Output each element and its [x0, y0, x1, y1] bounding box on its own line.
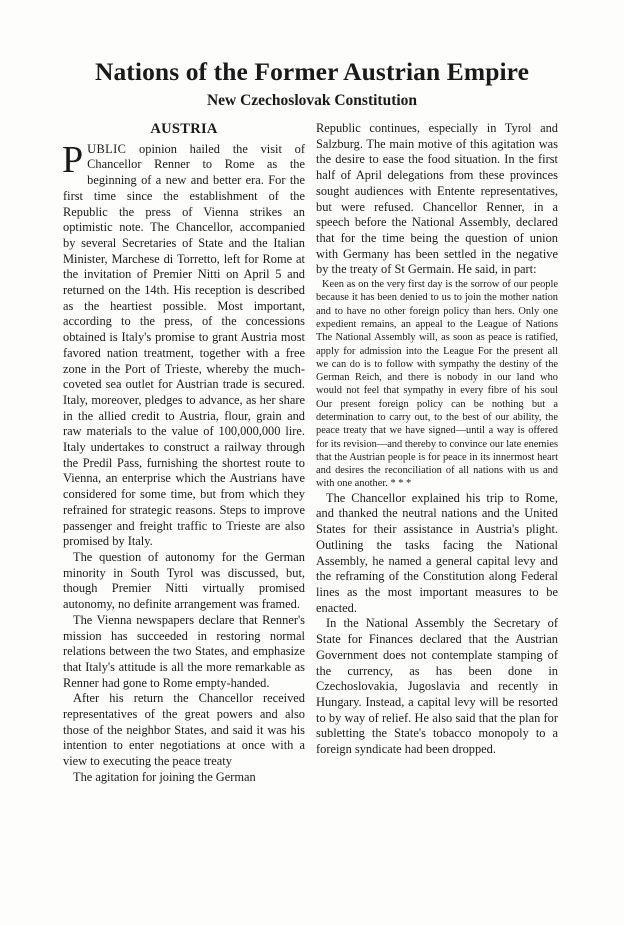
paragraph-chancellor-explained: The Chancellor explained his trip to Rome, and thanked the neutral nations and the United States for their assistance in Austria's plight. Outlining the tasks facing the National Assembly, he named a general capital levy and the reframing of the Constitution along Federal lines as the most important measures to be enacted. — [316, 490, 558, 615]
paragraph-tyrol: The question of autonomy for the German minority in South Tyrol was discussed, but, though Premier Nitti virtually promised autonomy, no definite arrangement was framed. — [63, 549, 305, 612]
paragraph-return: After his return the Chancellor received representatives of the great powers and also those of the neighbor States, and said it was his intention to enter negotiations at once with a view to executing the peace treaty — [63, 691, 305, 769]
paragraph-agitation-start: The agitation for joining the German — [73, 769, 256, 784]
right-column — [316, 121, 558, 758]
lead-paragraph — [62, 138, 305, 550]
renner-quote: Keen as on the very first day is the sorrow of our people because it has been denied to us to join the mother nation and to have no other foreign policy than hers. Only one expedient remains, an appeal to the League of Nations The National Assembly will, as soon as peace is ratified, apply for admission into the League For the present all we can do is to follow with sympathy the destiny of the German Reich, and there is nobody in our land who would not feel that sympathy in every fibre of his soul Our present foreign policy can be nothing but a determination to carry out, to the best of our ability, the peace treaty that we have signed—until a way is offered for its revision—and thereby to convince our late enemies that the Austrian people is for peace in its innermost heart and desires the reconciliation of all nations with us and with one another. * * * — [316, 279, 558, 490]
paragraph-agitation-continued: Republic continues, especially in Tyrol and Salzburg. The main motive of this agitation was the desire to ease the food situation. In the first half of April delegations from these provinces sought audiences with Entente representatives, but were refused. Chancellor Renner, in a speech before the National Assembly, declared that for the time being the question of union with Germany has been settled in the negative by the treaty of St Germain. He said, in part: — [316, 121, 558, 277]
section-heading-austria: AUSTRIA — [150, 121, 218, 137]
article-subtitle: New Czechoslovak Constitution — [206, 92, 418, 109]
paragraph-newspapers: The Vienna newspapers declare that Renner's mission has succeeded in restoring normal relations between the two States, and emphasize that Italy's attitude is all the more remarkable as Renner had gone to Rome empty-handed. — [63, 612, 305, 690]
paragraph-finances: In the National Assembly the Secretary of State for Finances declared that the Austrian Government does not contemplate stamping of the currency, as has been done in Czechoslovakia, Jugoslavia and recently in Hungary. Instead, a capital levy will be resorted to by way of relief. He also said that the plan for subletting the State's tobacco monopoly to a foreign syndicate had been dropped. — [316, 616, 558, 757]
drop-cap: P — [62, 138, 84, 181]
article-title: Nations of the Former Austrian Empire — [94, 57, 530, 86]
lead-smallcaps: UBLIC — [87, 141, 127, 156]
lead-text: opinion hailed the visit of Chancellor Renner to Rome as the beginning of a new and better era. For the first time since the establishment of the Republic the press of Vienna strikes an optimistic note. The Chancellor, accompanied by several Secretaries of State and the Italian Minister, Marchese di Torretto, left for Rome at the invitation of Premier Nitti on April 5 and returned on the 14th. His reception is described as the heartiest possible. Most important, according to the press, of the concessions obtained is Italy's promise to grant Austria most favored nation treatment, together with a free zone in the Port of Trieste, whereby the much-coveted sea outlet for Austrian trade is secured. Italy, moreover, pledges to advance, as her share in the allied credit to Austria, flour, grain and raw materials to the value of 100,000,000 lire. Italy undertakes to construct a railway through the Predil Pass, furnishing the shortest route to Vienna, an enterprise which the Austrians have considered for some time, but from which they refrained for strategic reasons. Steps to improve passenger and freight traffic to Trieste are also promised by Italy. — [63, 141, 305, 549]
left-column — [63, 120, 305, 786]
